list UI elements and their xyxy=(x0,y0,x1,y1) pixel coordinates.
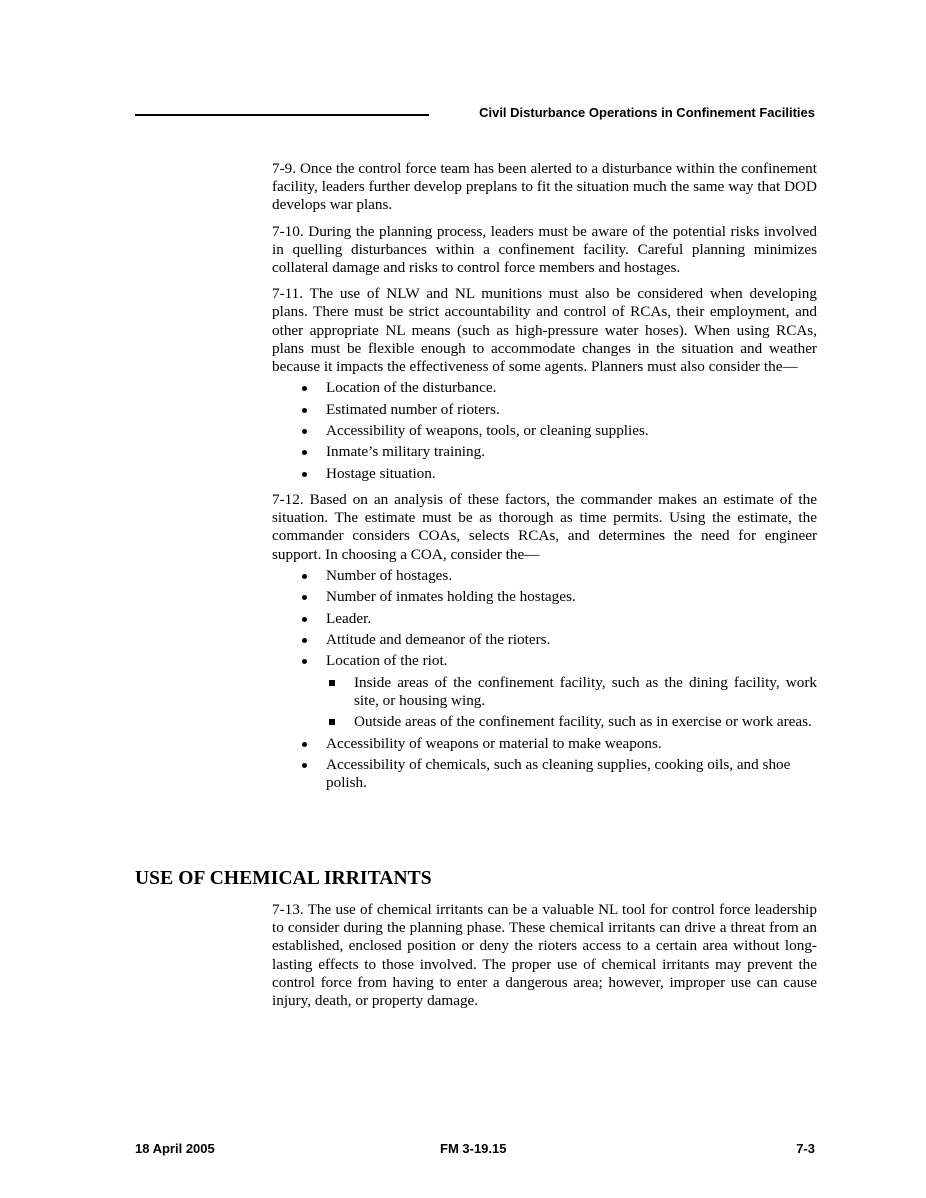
list-item: Accessibility of chemicals, such as cleaning supplies, cooking oils, and shoe polish. xyxy=(272,756,817,792)
body-text-lower xyxy=(272,901,817,1018)
running-header-title: Civil Disturbance Operations in Confinement Facilities xyxy=(479,105,815,120)
list-item: Number of inmates holding the hostages. xyxy=(272,588,817,606)
list-item: Attitude and demeanor of the rioters. xyxy=(272,631,817,649)
planners-consider-list xyxy=(272,379,817,483)
paragraph-7-10: 7-10. During the planning process, leaders must be aware of the potential risks involved in quelling disturbances within a confinement facility. Careful planning minimizes collateral damage and risks to control force members and hostages. xyxy=(272,222,817,277)
body-text-upper xyxy=(272,160,817,800)
list-item xyxy=(272,652,817,731)
list-item: Hostage situation. xyxy=(272,465,817,483)
header-rule xyxy=(135,114,429,116)
sub-list-item: Inside areas of the confinement facility, such as the dining facility, work site, or housing wing. xyxy=(326,674,817,710)
list-item-text: Location of the riot. xyxy=(326,652,448,670)
coa-consider-list xyxy=(272,567,817,793)
footer-publication: FM 3-19.15 xyxy=(440,1141,507,1156)
riot-location-sublist xyxy=(326,674,817,732)
list-item: Inmate’s military training. xyxy=(272,443,817,461)
list-item: Location of the disturbance. xyxy=(272,379,817,397)
sub-list-item: Outside areas of the confinement facility, such as in exercise or work areas. xyxy=(326,713,817,731)
section-heading: USE OF CHEMICAL IRRITANTS xyxy=(135,868,432,889)
list-item: Accessibility of weapons or material to make weapons. xyxy=(272,735,817,753)
paragraph-7-9: 7-9. Once the control force team has been alerted to a disturbance within the confinement facility, leaders further develop preplans to fit the situation much the same way that DOD develops war plans. xyxy=(272,160,817,214)
list-item: Estimated number of rioters. xyxy=(272,401,817,419)
footer-page-number: 7-3 xyxy=(796,1141,815,1156)
list-item: Accessibility of weapons, tools, or cleaning supplies. xyxy=(272,422,817,440)
list-item: Leader. xyxy=(272,610,817,628)
paragraph-7-13: 7-13. The use of chemical irritants can be a valuable NL tool for control force leadership to consider during the planning phase. These chemical irritants can drive a threat from an established, enclosed position or deny the rioters access to a certain area without long-lasting effects to those involved. The proper use of chemical irritants may prevent the control force from having to enter a dangerous area; however, improper use can cause injury, death, or property damage. xyxy=(272,901,817,1010)
paragraph-7-11: 7-11. The use of NLW and NL munitions must also be considered when developing plans. There must be strict accountability and control of RCAs, their employment, and other appropriate NL means (such as high-pressure water hoses). When using RCAs, plans must be flexible enough to accommodate changes in the situation and weather because it impacts the effectiveness of some agents. Planners must also consider the— xyxy=(272,285,817,376)
paragraph-7-12: 7-12. Based on an analysis of these factors, the commander makes an estimate of the situation. The estimate must be as thorough as time permits. Using the estimate, the commander considers COAs, selects RCAs, and determines the need for engineer support. In choosing a COA, consider the— xyxy=(272,491,817,563)
list-item: Number of hostages. xyxy=(272,567,817,585)
footer-date: 18 April 2005 xyxy=(135,1141,215,1156)
